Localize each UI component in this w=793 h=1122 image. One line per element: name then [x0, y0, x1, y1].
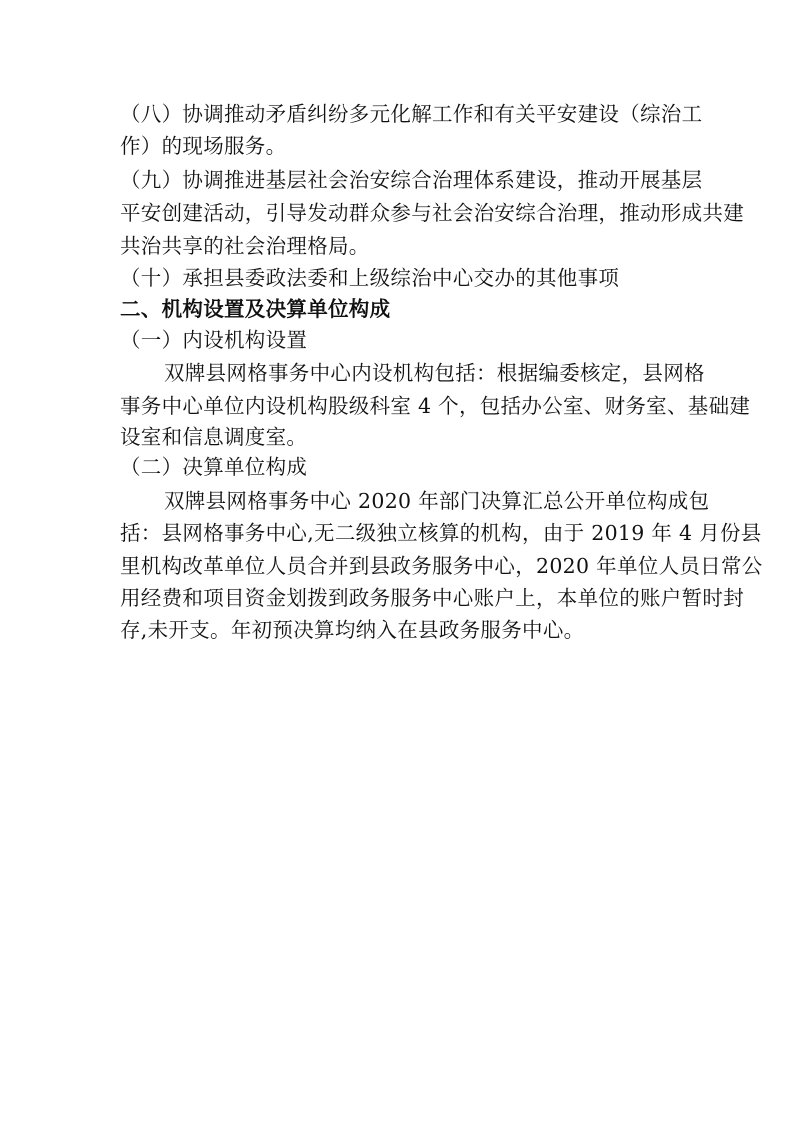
item9-line-1: （九）协调推进基层社会治安综合治理体系建设，推动开展基层	[120, 168, 703, 192]
sub2-line-2: 括：县网格事务中心,无二级独立核算的机构，由于 2019 年 4 月份县	[120, 521, 762, 545]
item9-line-3: 共治共享的社会治理格局。	[120, 234, 370, 258]
sub2-line-4: 用经费和项目资金划拨到政务服务中心账户上，本单位的账户暂时封	[120, 586, 744, 610]
item8-line-2: 作）的现场服务。	[120, 134, 287, 158]
sub1-line-1: 双牌县网格事务中心内设机构包括：根据编委核定，县网格	[164, 361, 705, 385]
section-2-heading: 二、机构设置及决算单位构成	[120, 297, 391, 321]
sub2-line-3: 里机构改革单位人员合并到县政务服务中心，2020 年单位人员日常公	[120, 554, 763, 578]
sub2-line-5: 存,未开支。年初预决算均纳入在县政务服务中心。	[120, 618, 585, 642]
subsection-2-heading: （二）决算单位构成	[120, 455, 308, 479]
sub1-line-3: 设室和信息调度室。	[120, 425, 308, 449]
item9-line-2: 平安创建活动，引导发动群众参与社会治安综合治理，推动形成共建	[120, 201, 744, 225]
item10-line-1: （十）承担县委政法委和上级综治中心交办的其他事项	[120, 266, 620, 290]
item8-line-1: （八）协调推动矛盾纠纷多元化解工作和有关平安建设（综治工	[120, 102, 703, 126]
subsection-1-heading: （一）内设机构设置	[120, 328, 308, 352]
sub1-line-2: 事务中心单位内设机构股级科室 4 个，包括办公室、财务室、基础建	[120, 394, 751, 418]
sub2-line-1: 双牌县网格事务中心 2020 年部门决算汇总公开单位构成包	[164, 489, 710, 513]
